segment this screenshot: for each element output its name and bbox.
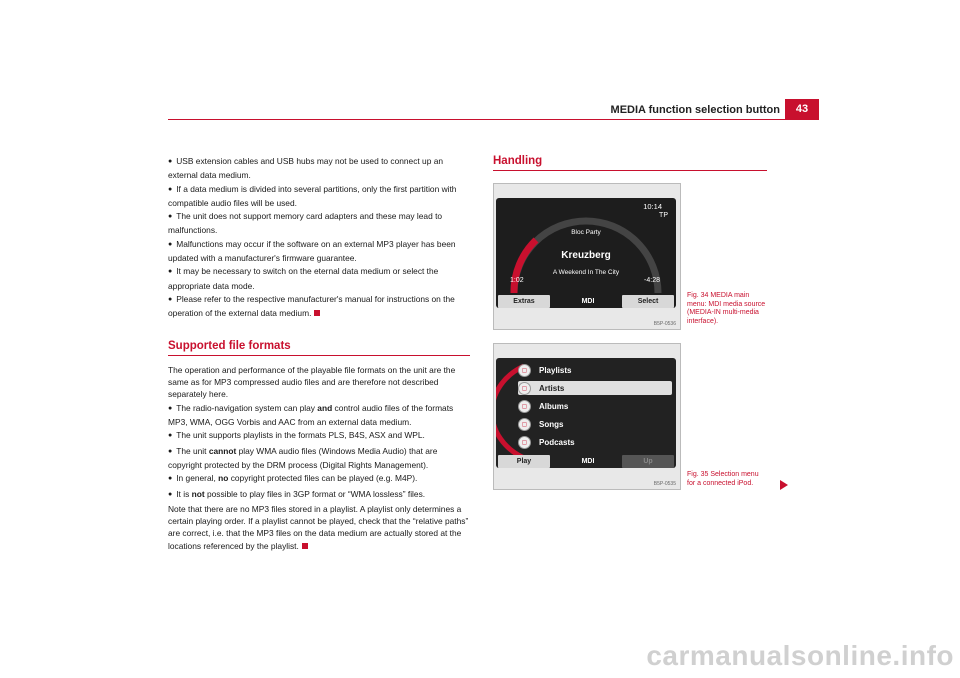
bullet-item: ● If a data medium is divided into several partitions, only the first partition with compatible audio files will be used. — [168, 183, 470, 210]
folder-icon: ▢ — [518, 382, 531, 395]
bullet-item — [168, 402, 470, 429]
figure-code: B5P-0536 — [653, 321, 676, 327]
bullet-text-pre: The radio-navigation system can play — [176, 402, 318, 413]
elapsed-time: 1:02 — [510, 277, 524, 284]
end-marker — [314, 310, 320, 316]
watermark: carmanualsonline.info — [646, 640, 954, 671]
fig35-display — [496, 358, 676, 468]
bullet-text-post: control audio files of the formats MP3, WMA, OGG Vorbis and AAC from an external data medium. — [168, 402, 454, 428]
page-header-title: MEDIA function selection button — [610, 104, 780, 116]
track-title: A Weekend In The City — [552, 269, 620, 276]
next-page-arrow-icon — [780, 480, 788, 490]
page-number: 43 — [785, 99, 819, 119]
select-button[interactable]: Select — [622, 295, 674, 308]
folder-icon: ▢ — [518, 400, 531, 413]
bullet-text-pre: In general, — [176, 473, 219, 484]
mdi-source-label: MDI — [581, 458, 595, 465]
tp-indicator: TP — [659, 212, 668, 219]
mdi-source-label: MDI — [581, 298, 595, 305]
clock-time: 10:14 — [643, 202, 662, 211]
fig34-caption: Fig. 34 MEDIA main menu: MDI media source (MEDIA-IN multi-media interface). — [687, 292, 766, 325]
bullet-text-bold: not — [191, 488, 205, 499]
extras-button[interactable]: Extras — [498, 295, 550, 308]
menu-item-label: Songs — [539, 419, 564, 429]
menu-item-label: Albums — [539, 401, 569, 411]
menu-item-podcasts[interactable] — [518, 435, 575, 449]
artist-name: Bloc Party — [571, 229, 601, 236]
folder-icon: ▢ — [518, 364, 531, 377]
bullet-item: ● The unit does not support memory card adapters and these may lead to malfunctions. — [168, 210, 470, 237]
menu-item-songs[interactable] — [518, 417, 563, 431]
menu-item-albums[interactable] — [518, 399, 568, 413]
fig35-caption: Fig. 35 Selection menu for a connected iPod. — [687, 471, 759, 487]
intro-paragraph: The operation and performance of the playable file formats on the unit are the same as for MP3 compressed audio files and are therefore not described separately here. — [168, 364, 456, 400]
end-marker — [302, 543, 308, 549]
album-name: Kreuzberg — [561, 250, 611, 261]
bullet-text-bold: no — [218, 473, 229, 484]
bullet-item: ● It may be necessary to switch on the eternal data medium or select the appropriate data mode. — [168, 265, 470, 292]
closing-text: Note that there are no MP3 files stored in a playlist. A playlist only determines a certain playing order. If a playlist cannot be played, check that the “relative paths” are correct, i.e. that the MP3 files on the data medium are actually stored at the locations referenced by the playlist. — [168, 503, 469, 551]
bullet-item: ● The unit supports playlists in the formats PLS, B4S, ASX and WPL. — [168, 429, 470, 443]
bullet-text-post: copyright protected files can be played (e.g. M4P). — [228, 473, 418, 484]
bullet-item — [168, 293, 470, 320]
bullet-text-bold: and — [317, 402, 333, 413]
bullet-item: ● USB extension cables and USB hubs may not be used to connect up an external data medium. — [168, 155, 470, 182]
folder-icon: ▢ — [518, 418, 531, 431]
bullet-text-bold: cannot — [208, 445, 237, 456]
fig34-display — [496, 198, 676, 308]
bullet-text-post: possible to play files in 3GP format or “WMA lossless” files. — [204, 488, 426, 499]
fig35-screenshot — [493, 343, 681, 490]
menu-item-playlists[interactable] — [518, 363, 571, 377]
section-title-supported-formats: Supported file formats — [168, 340, 470, 356]
menu-item-artists[interactable] — [518, 381, 672, 395]
header-rule — [168, 119, 819, 120]
bullet-item — [168, 445, 470, 472]
up-button[interactable]: Up — [622, 455, 674, 468]
bullet-item: ● Malfunctions may occur if the software on an external MP3 player has been updated with a manufacturer's firmware guarantee. — [168, 238, 470, 265]
figure-code: B5P-0535 — [653, 481, 676, 487]
bullet-text-pre: It is — [176, 488, 192, 499]
bullet-item — [168, 488, 470, 502]
bullet-item — [168, 472, 470, 486]
remaining-time: -4:28 — [644, 277, 660, 284]
fig34-screenshot — [493, 183, 681, 330]
menu-item-label: Playlists — [539, 365, 572, 375]
bullet-text-post: play WMA audio files (Windows Media Audio) that are copyright protected by the DRM process (Digital Rights Management). — [168, 445, 438, 470]
play-button[interactable]: Play — [498, 455, 550, 468]
bullet-text: Please refer to the respective manufacturer's manual for instructions on the operation of the external data medium. — [168, 293, 455, 319]
section-title-handling: Handling — [493, 155, 767, 171]
left-column — [168, 155, 470, 553]
bullet-text-pre: The unit — [176, 445, 209, 456]
menu-item-label: Artists — [539, 383, 565, 393]
closing-paragraph — [168, 503, 470, 552]
folder-icon: ▢ — [518, 436, 531, 449]
menu-item-label: Podcasts — [539, 437, 575, 447]
